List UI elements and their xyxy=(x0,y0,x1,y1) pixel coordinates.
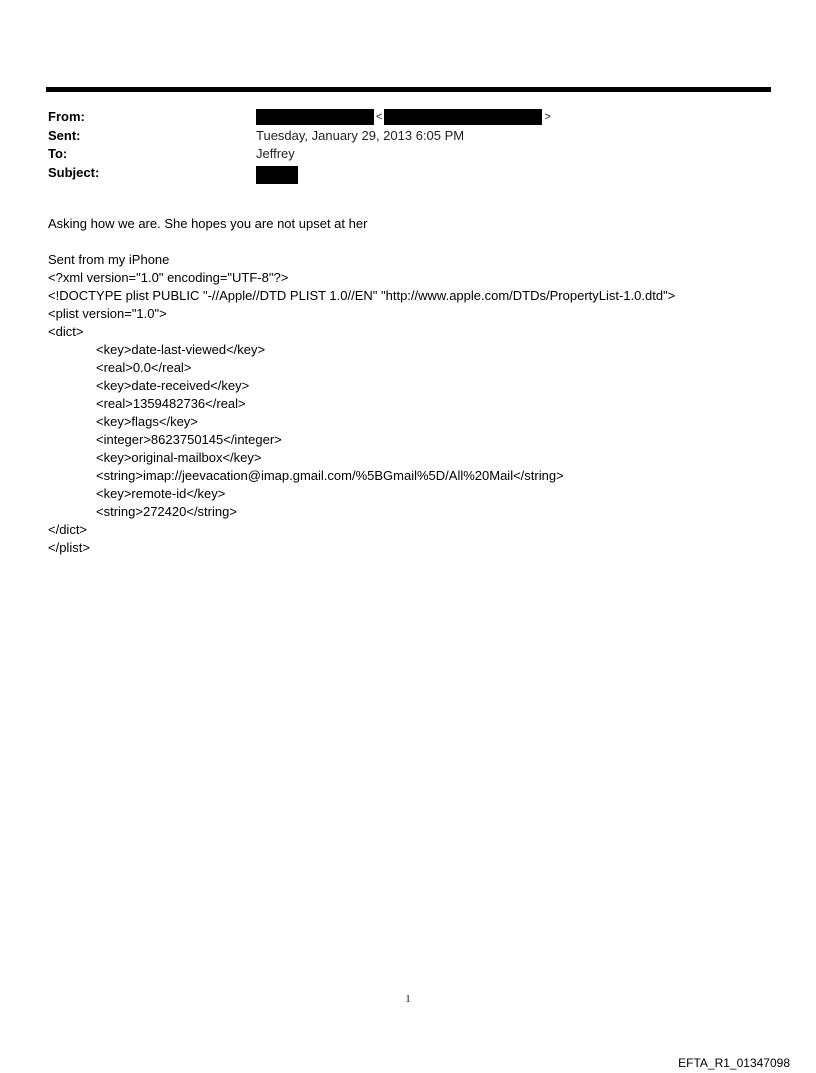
sent-row xyxy=(48,127,748,146)
to-value: Jeffrey xyxy=(256,146,295,161)
xml-line: <key>flags</key> xyxy=(96,414,198,429)
xml-line: <real>0.0</real> xyxy=(96,360,192,375)
xml-line: <!DOCTYPE plist PUBLIC "-//Apple//DTD PLIST 1.0//EN" "http://www.apple.com/DTDs/PropertyList-1.0.dtd"> xyxy=(48,288,676,303)
from-open-bracket: < xyxy=(376,111,383,123)
xml-line: </plist> xyxy=(48,540,90,555)
xml-line: <string>272420</string> xyxy=(96,504,237,519)
page-number: 1 xyxy=(405,994,411,1005)
redacted-subject xyxy=(256,166,298,184)
header-rule xyxy=(46,87,771,92)
message-text: Asking how we are. She hopes you are not upset at her xyxy=(48,216,368,231)
sent-label: Sent: xyxy=(48,127,81,143)
to-row xyxy=(48,145,748,164)
subject-label: Subject: xyxy=(48,164,100,180)
redacted-sender-email xyxy=(384,109,542,125)
xml-line: <string>imap://jeevacation@imap.gmail.com/%5BGmail%5D/All%20Mail</string> xyxy=(96,468,564,483)
xml-line: <?xml version="1.0" encoding="UTF-8"?> xyxy=(48,270,289,285)
xml-line: <key>date-last-viewed</key> xyxy=(96,342,266,357)
xml-line: <key>date-received</key> xyxy=(96,378,250,393)
xml-line: </dict> xyxy=(48,522,88,537)
xml-line: <real>1359482736</real> xyxy=(96,396,246,411)
from-close-bracket: > xyxy=(544,111,551,123)
xml-line: <key>remote-id</key> xyxy=(96,486,226,501)
xml-line: <key>original-mailbox</key> xyxy=(96,450,262,465)
from-label: From: xyxy=(48,109,85,124)
from-value xyxy=(256,108,553,127)
email-body xyxy=(48,215,788,557)
sent-value: Tuesday, January 29, 2013 6:05 PM xyxy=(256,127,465,143)
redacted-sender-name xyxy=(256,109,374,125)
subject-value xyxy=(256,164,298,184)
email-header xyxy=(48,108,748,182)
document-id: EFTA_R1_01347098 xyxy=(678,1056,790,1070)
from-row xyxy=(48,108,748,127)
xml-line: <plist version="1.0"> xyxy=(48,306,167,321)
xml-line: <dict> xyxy=(48,324,84,339)
spacer xyxy=(48,233,788,251)
xml-line: <integer>8623750145</integer> xyxy=(96,432,282,447)
to-label: To: xyxy=(48,146,68,161)
signature-text: Sent from my iPhone xyxy=(48,252,170,267)
subject-row xyxy=(48,164,748,183)
